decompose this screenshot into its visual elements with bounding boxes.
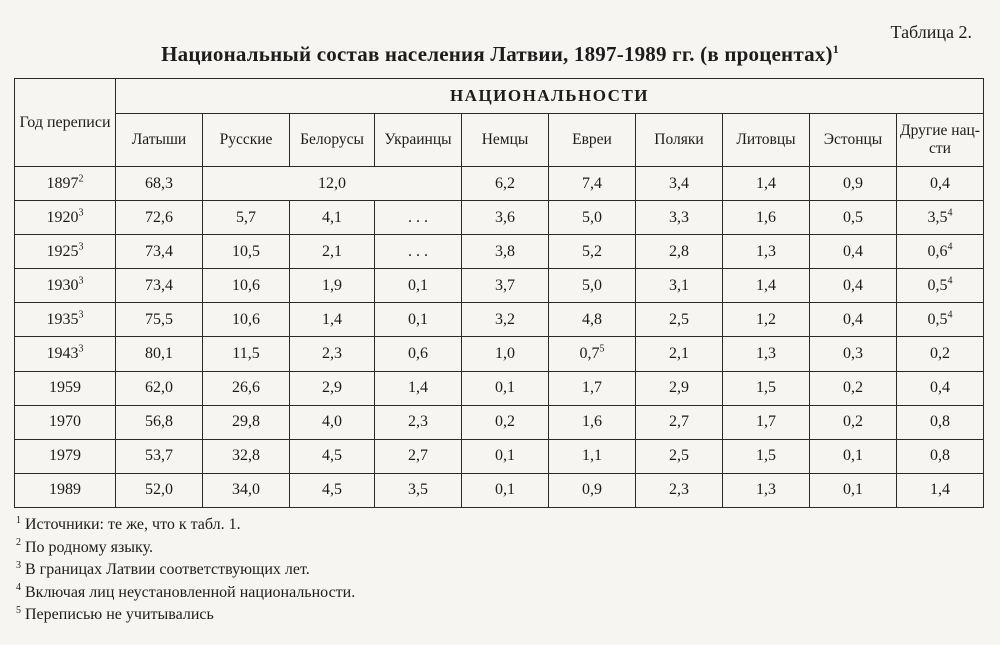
value-cell-ukrainians: . . . (375, 201, 462, 235)
value-cell-germans: 0,1 (462, 473, 549, 507)
value-cell-belarusians: 4,5 (290, 473, 375, 507)
column-header-poles: Поляки (636, 114, 723, 167)
value-cell-belarusians: 4,5 (290, 439, 375, 473)
value-cell-latvians: 62,0 (116, 371, 203, 405)
table-title (0, 42, 1000, 67)
value-cell-latvians: 52,0 (116, 473, 203, 507)
value-cell-poles: 2,8 (636, 235, 723, 269)
value-cell-lithuanians: 1,6 (723, 201, 810, 235)
value-cell-lithuanians: 1,2 (723, 303, 810, 337)
value-cell-ukrainians: 3,5 (375, 473, 462, 507)
value-cell-germans: 3,8 (462, 235, 549, 269)
value-cell-germans: 1,0 (462, 337, 549, 371)
table-row (15, 371, 984, 405)
value-cell-other: $0,5^4$ (897, 269, 984, 303)
year-cell: 1970 (15, 405, 116, 439)
value-cell-jews: 4,8 (549, 303, 636, 337)
value-cell-jews: 5,0 (549, 201, 636, 235)
value-cell-other: 0,4 (897, 167, 984, 201)
value-cell-estonians: 0,4 (810, 235, 897, 269)
footnotes (16, 514, 355, 627)
value-cell-russians: 26,6 (203, 371, 290, 405)
value-cell-belarusians: 2,1 (290, 235, 375, 269)
value-cell-belarusians: 2,3 (290, 337, 375, 371)
value-cell-germans: 6,2 (462, 167, 549, 201)
value-cell-ukrainians: 1,4 (375, 371, 462, 405)
value-cell-other: 0,8 (897, 439, 984, 473)
value-cell-lithuanians: 1,3 (723, 337, 810, 371)
footnote: $^1$ Источники: те же, что к табл. 1. (16, 514, 241, 533)
value-cell-poles: 3,3 (636, 201, 723, 235)
value-cell-jews: $0,7^5$ (549, 337, 636, 371)
nationalities-group-header: НАЦИОНАЛЬНОСТИ (116, 79, 984, 114)
table-row (15, 473, 984, 507)
column-header-latvians: Латыши (116, 114, 203, 167)
value-cell-poles: 2,3 (636, 473, 723, 507)
value-cell-estonians: 0,3 (810, 337, 897, 371)
header-row-group (15, 79, 984, 114)
value-cell-estonians: 0,9 (810, 167, 897, 201)
value-cell-latvians: 56,8 (116, 405, 203, 439)
value-cell-estonians: 0,2 (810, 371, 897, 405)
column-header-belarusians: Белорусы (290, 114, 375, 167)
value-cell-other: 0,4 (897, 371, 984, 405)
value-cell-belarusians: 4,0 (290, 405, 375, 439)
value-cell-lithuanians: 1,5 (723, 371, 810, 405)
value-cell-other: $0,6^4$ (897, 235, 984, 269)
value-cell-jews: 1,7 (549, 371, 636, 405)
value-cell-russians: 29,8 (203, 405, 290, 439)
value-cell-ukrainians: 0,1 (375, 303, 462, 337)
table-row (15, 269, 984, 303)
column-header-russians: Русские (203, 114, 290, 167)
table-row (15, 167, 984, 201)
value-cell-jews: 7,4 (549, 167, 636, 201)
column-header-lithuanians: Литовцы (723, 114, 810, 167)
value-cell-russians: 5,7 (203, 201, 290, 235)
year-cell: 1925$^3$ (15, 235, 116, 269)
value-cell-jews: 1,1 (549, 439, 636, 473)
value-cell-latvians: 72,6 (116, 201, 203, 235)
value-cell-lithuanians: 1,3 (723, 235, 810, 269)
title-footnote-mark: 1 (832, 42, 839, 56)
table-row (15, 235, 984, 269)
value-cell-germans: 3,7 (462, 269, 549, 303)
year-cell: 1959 (15, 371, 116, 405)
value-cell-other: $3,5^4$ (897, 201, 984, 235)
year-cell: 1943$^3$ (15, 337, 116, 371)
value-cell-belarusians: 1,9 (290, 269, 375, 303)
footnote: $^4$ Включая лиц неустановленной национальности. (16, 582, 356, 601)
value-cell-other: $0,5^4$ (897, 303, 984, 337)
value-cell-jews: 5,0 (549, 269, 636, 303)
value-cell-poles: 3,1 (636, 269, 723, 303)
value-cell-lithuanians: 1,4 (723, 269, 810, 303)
census-table (14, 78, 984, 508)
value-cell-estonians: 0,4 (810, 303, 897, 337)
value-cell-germans: 3,6 (462, 201, 549, 235)
value-cell-ukrainians: 0,6 (375, 337, 462, 371)
footnote: $^3$ В границах Латвии соответствующих лет. (16, 559, 310, 578)
value-cell-estonians: 0,4 (810, 269, 897, 303)
value-cell-russians: 11,5 (203, 337, 290, 371)
footnote: $^2$ По родному языку. (16, 537, 153, 556)
value-cell-estonians: 0,2 (810, 405, 897, 439)
value-cell-latvians: 73,4 (116, 269, 203, 303)
value-cell-lithuanians: 1,3 (723, 473, 810, 507)
year-cell: 1920$^3$ (15, 201, 116, 235)
value-cell-ukrainians: 0,1 (375, 269, 462, 303)
value-cell-latvians: 73,4 (116, 235, 203, 269)
year-cell: 1897$^2$ (15, 167, 116, 201)
value-cell-poles: 2,5 (636, 303, 723, 337)
value-cell-jews: 0,9 (549, 473, 636, 507)
value-cell-russians: 32,8 (203, 439, 290, 473)
value-cell-germans: 3,2 (462, 303, 549, 337)
value-cell-germans: 0,1 (462, 371, 549, 405)
value-cell-latvians: 68,3 (116, 167, 203, 201)
value-cell-estonians: 0,1 (810, 439, 897, 473)
table-row (15, 337, 984, 371)
value-cell-eastslav-combined: 12,0 (203, 167, 462, 201)
value-cell-poles: 3,4 (636, 167, 723, 201)
value-cell-jews: 5,2 (549, 235, 636, 269)
column-header-other: Другие нац-сти (897, 114, 984, 167)
value-cell-lithuanians: 1,4 (723, 167, 810, 201)
value-cell-belarusians: 2,9 (290, 371, 375, 405)
table-number-label: Таблица 2. (890, 22, 972, 42)
value-cell-estonians: 0,5 (810, 201, 897, 235)
table-title-text: Национальный состав населения Латвии, 1897-1989 гг. (в процентах) (161, 42, 833, 66)
value-cell-lithuanians: 1,7 (723, 405, 810, 439)
table-row (15, 303, 984, 337)
footnote: $^5$ Переписью не учитывались (16, 604, 214, 623)
column-header-jews: Евреи (549, 114, 636, 167)
value-cell-poles: 2,1 (636, 337, 723, 371)
value-cell-russians: 10,6 (203, 269, 290, 303)
year-column-header: Год переписи (15, 79, 116, 167)
header-row-columns (15, 114, 984, 167)
year-cell: 1935$^3$ (15, 303, 116, 337)
column-header-estonians: Эстонцы (810, 114, 897, 167)
value-cell-poles: 2,9 (636, 371, 723, 405)
table-row (15, 201, 984, 235)
value-cell-poles: 2,5 (636, 439, 723, 473)
value-cell-russians: 34,0 (203, 473, 290, 507)
value-cell-latvians: 53,7 (116, 439, 203, 473)
table-row (15, 439, 984, 473)
value-cell-latvians: 80,1 (116, 337, 203, 371)
value-cell-estonians: 0,1 (810, 473, 897, 507)
value-cell-other: 1,4 (897, 473, 984, 507)
column-header-ukrainians: Украинцы (375, 114, 462, 167)
value-cell-belarusians: 4,1 (290, 201, 375, 235)
value-cell-ukrainians: 2,3 (375, 405, 462, 439)
value-cell-ukrainians: 2,7 (375, 439, 462, 473)
year-cell: 1930$^3$ (15, 269, 116, 303)
column-header-germans: Немцы (462, 114, 549, 167)
year-cell: 1989 (15, 473, 116, 507)
value-cell-other: 0,8 (897, 405, 984, 439)
value-cell-lithuanians: 1,5 (723, 439, 810, 473)
year-cell: 1979 (15, 439, 116, 473)
value-cell-belarusians: 1,4 (290, 303, 375, 337)
value-cell-ukrainians: . . . (375, 235, 462, 269)
value-cell-latvians: 75,5 (116, 303, 203, 337)
value-cell-jews: 1,6 (549, 405, 636, 439)
value-cell-other: 0,2 (897, 337, 984, 371)
table-row (15, 405, 984, 439)
value-cell-germans: 0,1 (462, 439, 549, 473)
value-cell-poles: 2,7 (636, 405, 723, 439)
value-cell-russians: 10,5 (203, 235, 290, 269)
value-cell-russians: 10,6 (203, 303, 290, 337)
value-cell-germans: 0,2 (462, 405, 549, 439)
